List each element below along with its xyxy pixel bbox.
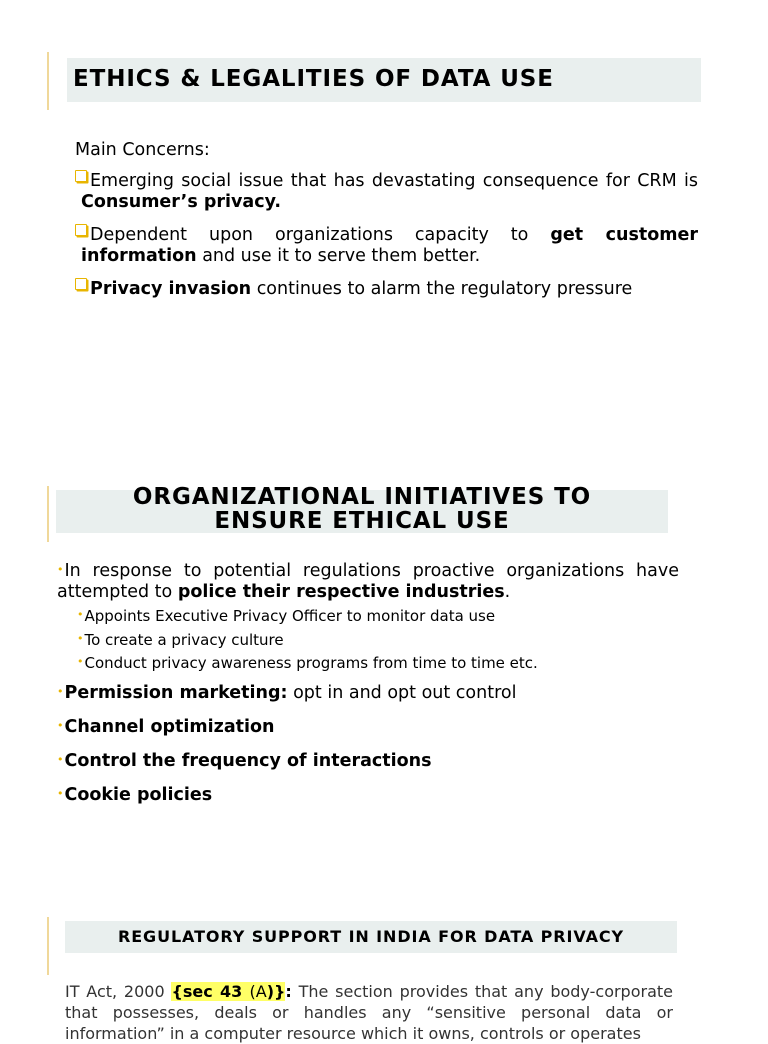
section2-bullet-item: •Cookie policies <box>57 784 213 805</box>
section2-title: ORGANIZATIONAL INITIATIVES TO ENSURE ETHICAL USE <box>132 484 592 534</box>
sub-list-item: •Appoints Executive Privacy Officer to monitor data use <box>77 607 496 625</box>
bullet-dot-icon: • <box>77 608 84 621</box>
section2-bullet-item: •Control the frequency of interactions <box>57 750 432 771</box>
section2-body <box>57 559 679 817</box>
bullet-dot-icon: • <box>57 684 64 698</box>
section3-accent-bar <box>47 917 49 975</box>
bullet-dot-icon: • <box>57 752 64 766</box>
section1-body <box>75 140 698 311</box>
section1-item: Privacy invasion continues to alarm the regulatory pressure <box>75 278 698 300</box>
section1-title-box <box>67 58 701 102</box>
section1-title: ETHICS & LEGALITIES OF DATA USE <box>73 66 554 92</box>
section1-item: Dependent upon organizations capacity to get customer information and use it to serve them better. <box>75 224 698 267</box>
section2-accent-bar <box>47 486 49 542</box>
section2-title-box <box>56 484 668 534</box>
section3-title-box <box>65 921 677 953</box>
sub-list-item: •Conduct privacy awareness programs from time to time etc. <box>77 654 538 672</box>
bullet-dot-icon: • <box>57 718 64 732</box>
checkbox-bullet-icon <box>75 224 87 236</box>
section1-intro: Main Concerns: <box>75 140 210 160</box>
section2-bullet-item: •Permission marketing: opt in and opt out control <box>57 682 517 703</box>
checkbox-bullet-icon <box>75 278 87 290</box>
section1-accent-bar <box>47 52 49 110</box>
bullet-dot-icon: • <box>77 655 84 668</box>
section2-lead-item: •In response to potential regulations proactive organizations have attempted to police their respective industries. <box>57 561 679 602</box>
checkbox-bullet-icon <box>75 170 87 182</box>
bullet-dot-icon: • <box>57 563 64 576</box>
section3-body: IT Act, 2000 {sec 43 (A)}: The section provides that any body-corporate that possesses, deals or handles any “sensitive personal data or information” in a computer resource which it owns, controls or operates <box>65 982 674 1043</box>
section1-item: Emerging social issue that has devastating consequence for CRM is Consumer’s privacy. <box>75 170 698 213</box>
bullet-dot-icon: • <box>57 786 64 800</box>
section-reference-highlight: {sec 43 (A)} <box>171 982 286 1001</box>
section2-sub-list <box>57 604 679 675</box>
section3-title: REGULATORY SUPPORT IN INDIA FOR DATA PRIVACY <box>117 927 624 946</box>
bullet-dot-icon: • <box>77 631 84 645</box>
section2-bullet-item: •Channel optimization <box>57 716 275 737</box>
sub-list-item: •To create a privacy culture <box>77 630 284 649</box>
